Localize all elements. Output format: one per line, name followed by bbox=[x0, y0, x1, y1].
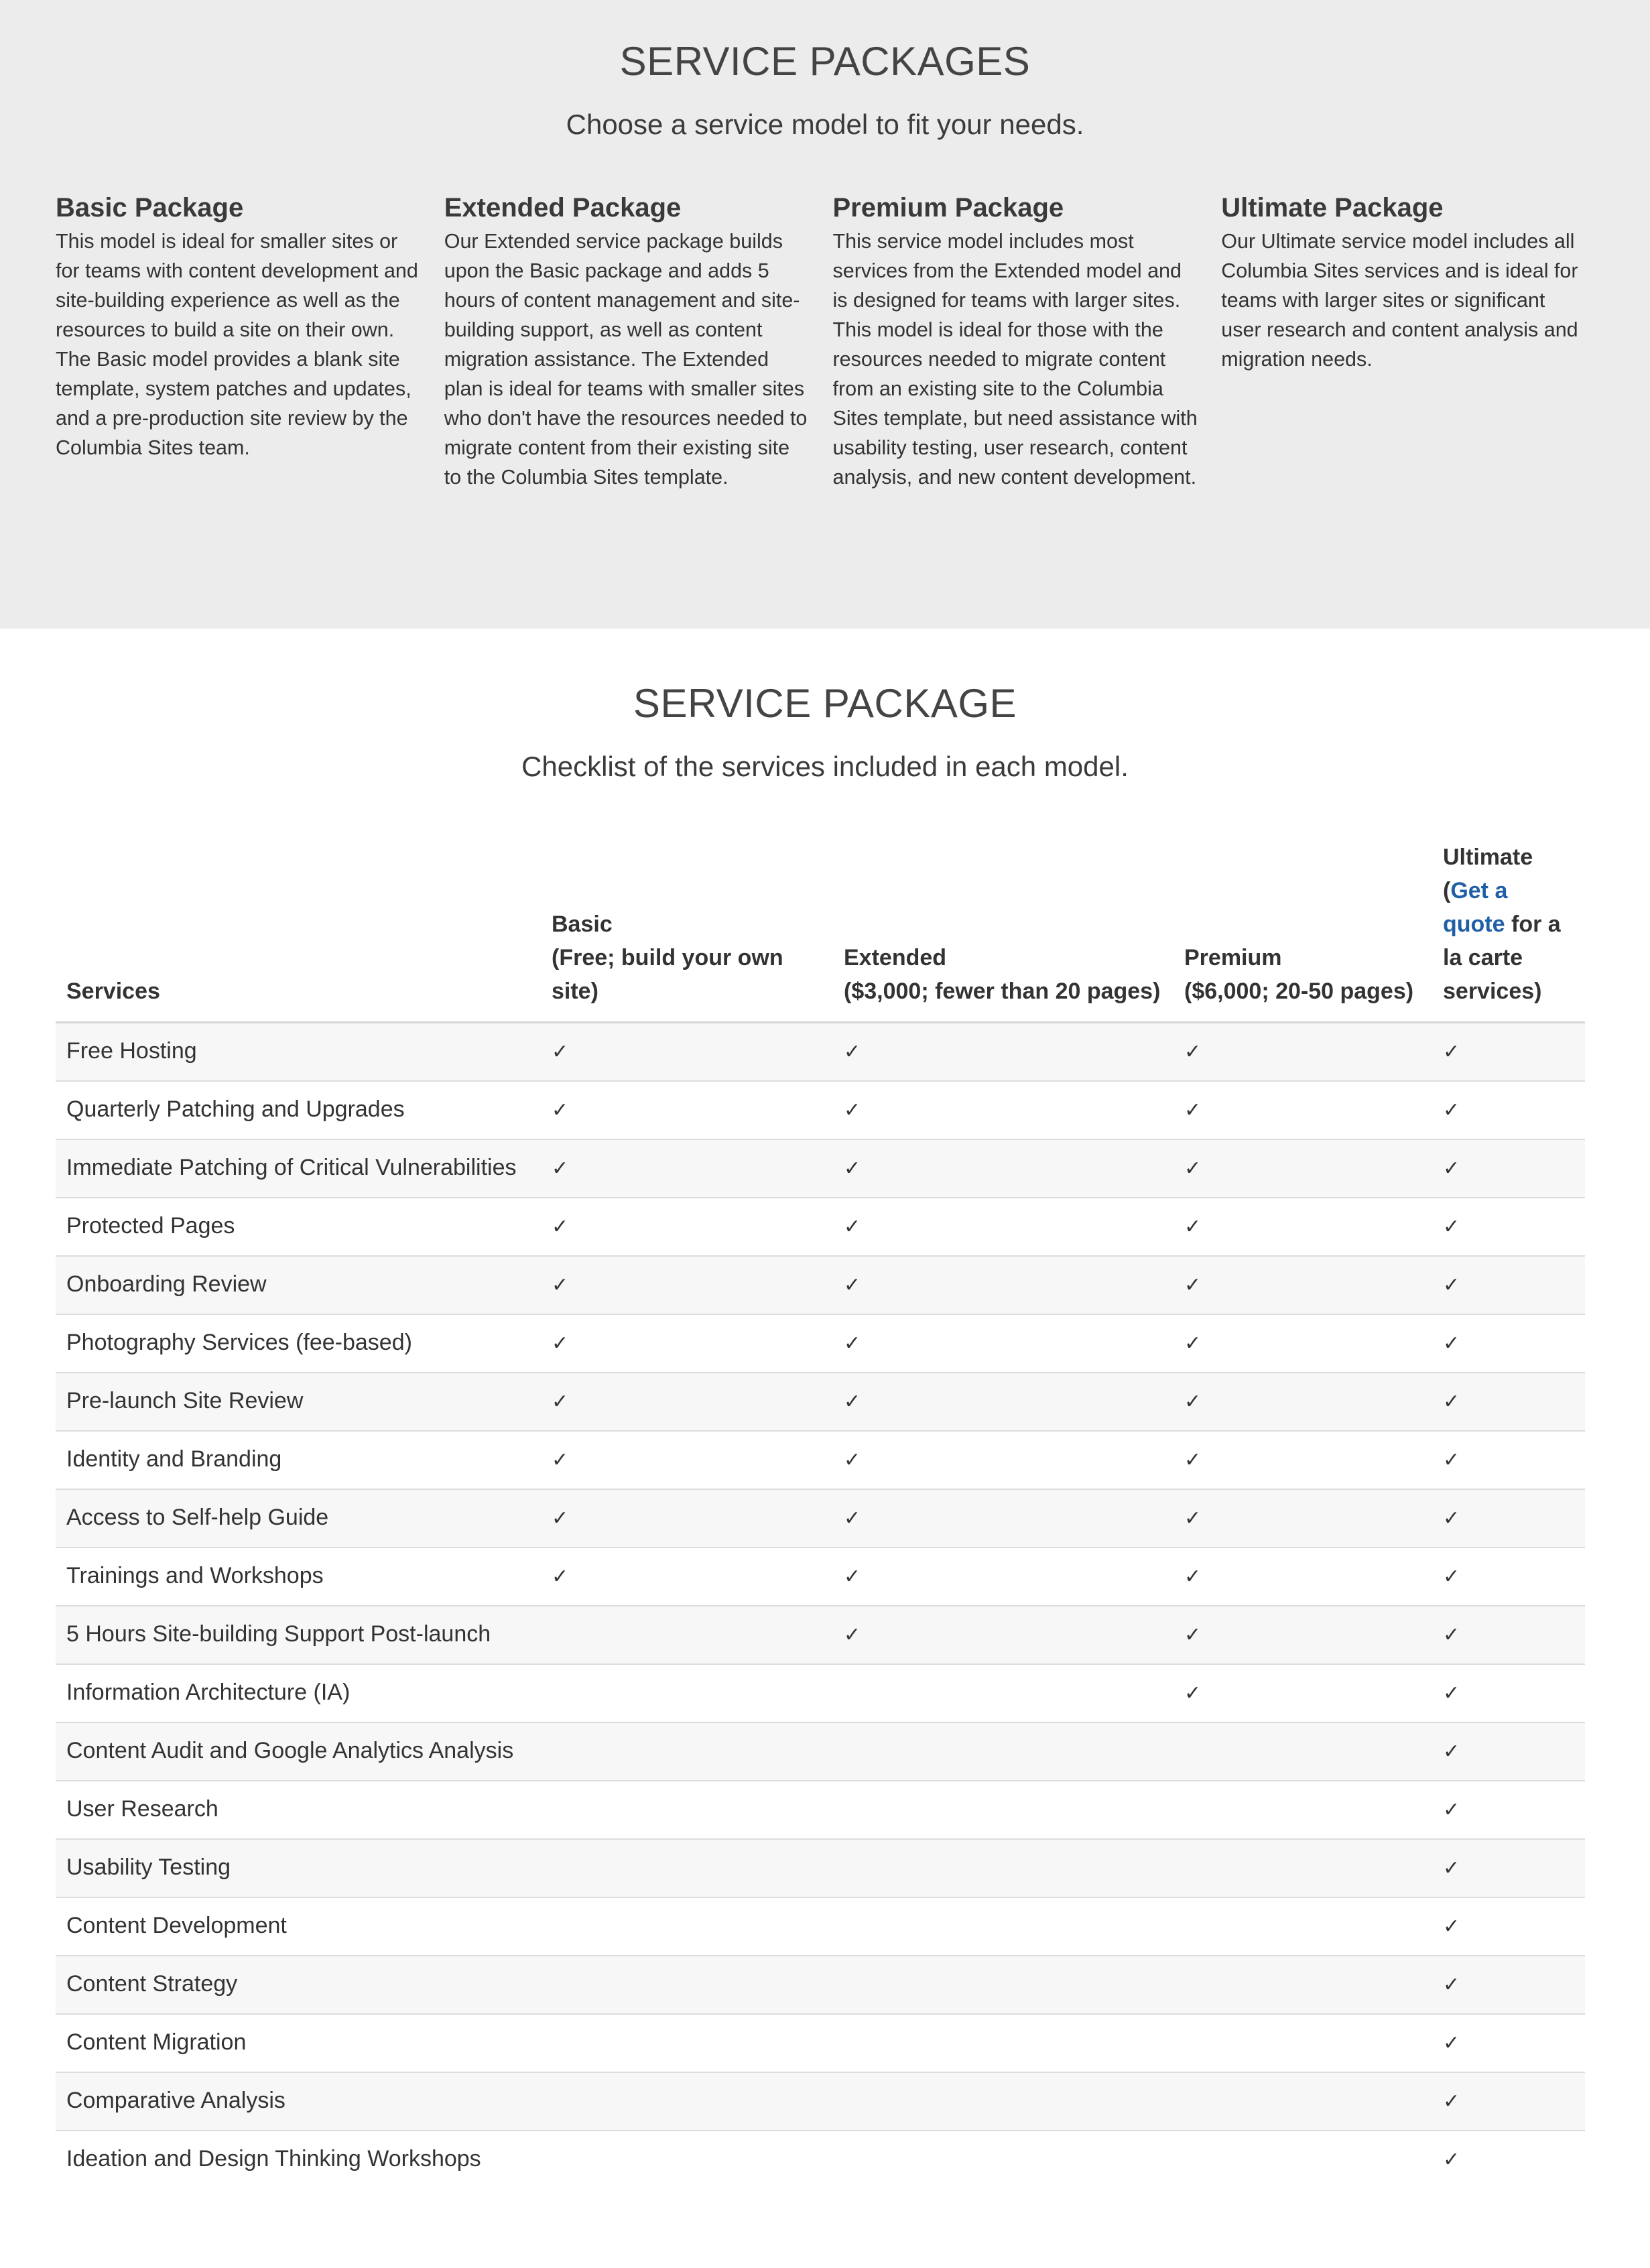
cell-basic bbox=[541, 1606, 833, 1664]
cell-extended bbox=[833, 1897, 1173, 1956]
check-icon: ✓ bbox=[844, 1390, 861, 1413]
header-ultimate-name: Ultimate bbox=[1443, 844, 1533, 870]
cell-ultimate bbox=[1432, 2072, 1585, 2131]
table-header-row bbox=[56, 840, 1585, 1023]
cell-basic bbox=[541, 1489, 833, 1548]
cell-premium bbox=[1173, 1956, 1432, 2014]
service-name-cell: Content Strategy bbox=[56, 1956, 541, 2014]
package-ultimate bbox=[1221, 189, 1610, 492]
check-icon: ✓ bbox=[844, 1332, 861, 1355]
header-services-label: Services bbox=[66, 979, 160, 1004]
cell-extended bbox=[833, 1606, 1173, 1664]
cell-premium bbox=[1173, 1897, 1432, 1956]
packages-section bbox=[0, 0, 1650, 629]
service-name-cell: Information Architecture (IA) bbox=[56, 1664, 541, 1722]
table-body bbox=[56, 1023, 1585, 2189]
cell-ultimate bbox=[1432, 1139, 1585, 1198]
cell-premium bbox=[1173, 2014, 1432, 2072]
cell-basic bbox=[541, 1139, 833, 1198]
cell-basic bbox=[541, 1373, 833, 1431]
check-icon: ✓ bbox=[1443, 1040, 1460, 1064]
get-a-quote-link[interactable]: Get a quote bbox=[1443, 878, 1508, 937]
check-icon: ✓ bbox=[1184, 1098, 1202, 1122]
cell-ultimate bbox=[1432, 1431, 1585, 1489]
cell-ultimate bbox=[1432, 1373, 1585, 1431]
cell-basic bbox=[541, 1839, 833, 1897]
check-icon: ✓ bbox=[1443, 1215, 1460, 1239]
cell-extended bbox=[833, 1139, 1173, 1198]
cell-basic bbox=[541, 1023, 833, 1082]
table-row bbox=[56, 1548, 1585, 1606]
cell-ultimate bbox=[1432, 1956, 1585, 2014]
service-name-cell: Immediate Patching of Critical Vulnerabilities bbox=[56, 1139, 541, 1198]
check-icon: ✓ bbox=[1184, 1507, 1202, 1530]
table-row bbox=[56, 1023, 1585, 1082]
cell-premium bbox=[1173, 1256, 1432, 1314]
table-row bbox=[56, 1489, 1585, 1548]
service-name-cell: User Research bbox=[56, 1781, 541, 1839]
check-icon: ✓ bbox=[1443, 2148, 1460, 2171]
check-icon: ✓ bbox=[844, 1273, 861, 1297]
cell-extended bbox=[833, 1956, 1173, 2014]
cell-extended bbox=[833, 1548, 1173, 1606]
table-row bbox=[56, 1722, 1585, 1781]
check-icon: ✓ bbox=[1443, 1856, 1460, 1880]
service-name-cell: Access to Self-help Guide bbox=[56, 1489, 541, 1548]
table-row bbox=[56, 1956, 1585, 2014]
header-premium-price: ($6,000; 20-50 pages) bbox=[1184, 979, 1414, 1004]
check-icon: ✓ bbox=[1443, 1740, 1460, 1763]
cell-ultimate bbox=[1432, 1781, 1585, 1839]
header-ultimate-tail: for a la carte services) bbox=[1443, 911, 1561, 1004]
service-name-cell: Protected Pages bbox=[56, 1198, 541, 1256]
check-icon: ✓ bbox=[1443, 1332, 1460, 1355]
cell-premium bbox=[1173, 1314, 1432, 1373]
cell-ultimate bbox=[1432, 1722, 1585, 1781]
service-checklist-table bbox=[56, 840, 1585, 2188]
check-icon: ✓ bbox=[552, 1098, 569, 1122]
package-basic bbox=[56, 189, 444, 492]
check-icon: ✓ bbox=[1443, 1273, 1460, 1297]
cell-premium bbox=[1173, 2072, 1432, 2131]
check-icon: ✓ bbox=[1443, 1157, 1460, 1180]
check-icon: ✓ bbox=[1443, 1098, 1460, 1122]
check-icon: ✓ bbox=[1443, 2031, 1460, 2055]
cell-ultimate bbox=[1432, 2131, 1585, 2188]
table-row bbox=[56, 1839, 1585, 1897]
cell-basic bbox=[541, 1664, 833, 1722]
cell-basic bbox=[541, 1548, 833, 1606]
cell-premium bbox=[1173, 1839, 1432, 1897]
cell-premium bbox=[1173, 1431, 1432, 1489]
table-row bbox=[56, 1256, 1585, 1314]
cell-basic bbox=[541, 1198, 833, 1256]
cell-premium bbox=[1173, 1548, 1432, 1606]
package-name: Premium Package bbox=[832, 193, 1064, 223]
checklist-title: SERVICE PACKAGE bbox=[633, 681, 1017, 726]
check-icon: ✓ bbox=[552, 1507, 569, 1530]
cell-basic bbox=[541, 1722, 833, 1781]
cell-basic bbox=[541, 1781, 833, 1839]
checklist-subtitle: Checklist of the services included in each model. bbox=[521, 751, 1129, 782]
check-icon: ✓ bbox=[1443, 1565, 1460, 1588]
cell-ultimate bbox=[1432, 1489, 1585, 1548]
packages-grid bbox=[0, 189, 1650, 492]
cell-basic bbox=[541, 1256, 833, 1314]
check-icon: ✓ bbox=[1184, 1623, 1202, 1647]
check-icon: ✓ bbox=[552, 1215, 569, 1239]
check-icon: ✓ bbox=[844, 1098, 861, 1122]
table-row bbox=[56, 2131, 1585, 2188]
check-icon: ✓ bbox=[1184, 1448, 1202, 1472]
table-row bbox=[56, 2072, 1585, 2131]
service-name-cell: Free Hosting bbox=[56, 1023, 541, 1082]
check-icon: ✓ bbox=[844, 1040, 861, 1064]
check-icon: ✓ bbox=[844, 1565, 861, 1588]
cell-basic bbox=[541, 2131, 833, 2188]
package-extended bbox=[444, 189, 833, 492]
service-name-cell: Content Migration bbox=[56, 2014, 541, 2072]
check-icon: ✓ bbox=[552, 1157, 569, 1180]
header-ultimate bbox=[1432, 840, 1585, 1023]
check-icon: ✓ bbox=[1184, 1565, 1202, 1588]
header-basic-name: Basic bbox=[552, 911, 613, 937]
cell-extended bbox=[833, 2014, 1173, 2072]
cell-premium bbox=[1173, 1781, 1432, 1839]
cell-premium bbox=[1173, 1023, 1432, 1082]
check-icon: ✓ bbox=[844, 1623, 861, 1647]
cell-extended bbox=[833, 2072, 1173, 2131]
package-name: Basic Package bbox=[56, 193, 244, 223]
table-row bbox=[56, 1198, 1585, 1256]
cell-premium bbox=[1173, 2131, 1432, 2188]
cell-premium bbox=[1173, 1139, 1432, 1198]
header-extended-price: ($3,000; fewer than 20 pages) bbox=[844, 979, 1161, 1004]
service-name-cell: Ideation and Design Thinking Workshops bbox=[56, 2131, 541, 2188]
check-icon: ✓ bbox=[552, 1332, 569, 1355]
cell-premium bbox=[1173, 1081, 1432, 1139]
check-icon: ✓ bbox=[552, 1273, 569, 1297]
check-icon: ✓ bbox=[1184, 1157, 1202, 1180]
checklist-section bbox=[0, 629, 1650, 2188]
cell-premium bbox=[1173, 1198, 1432, 1256]
service-name-cell: Content Audit and Google Analytics Analysis bbox=[56, 1722, 541, 1781]
check-icon: ✓ bbox=[552, 1040, 569, 1064]
table-row bbox=[56, 1373, 1585, 1431]
cell-basic bbox=[541, 1081, 833, 1139]
cell-premium bbox=[1173, 1664, 1432, 1722]
check-icon: ✓ bbox=[1184, 1040, 1202, 1064]
cell-extended bbox=[833, 1722, 1173, 1781]
cell-ultimate bbox=[1432, 1023, 1585, 1082]
cell-extended bbox=[833, 1664, 1173, 1722]
table-row bbox=[56, 1664, 1585, 1722]
table-row bbox=[56, 1781, 1585, 1839]
header-basic bbox=[541, 840, 833, 1023]
service-name-cell: Identity and Branding bbox=[56, 1431, 541, 1489]
check-icon: ✓ bbox=[1443, 1973, 1460, 1997]
check-icon: ✓ bbox=[1443, 1682, 1460, 1705]
cell-extended bbox=[833, 1373, 1173, 1431]
cell-extended bbox=[833, 1023, 1173, 1082]
header-premium bbox=[1173, 840, 1432, 1023]
check-icon: ✓ bbox=[552, 1565, 569, 1588]
cell-basic bbox=[541, 1897, 833, 1956]
cell-extended bbox=[833, 1839, 1173, 1897]
service-name-cell: Quarterly Patching and Upgrades bbox=[56, 1081, 541, 1139]
service-name-cell: Photography Services (fee-based) bbox=[56, 1314, 541, 1373]
cell-ultimate bbox=[1432, 2014, 1585, 2072]
check-icon: ✓ bbox=[844, 1215, 861, 1239]
header-basic-price: (Free; build your own site) bbox=[552, 945, 783, 1004]
check-icon: ✓ bbox=[1184, 1332, 1202, 1355]
cell-premium bbox=[1173, 1722, 1432, 1781]
service-name-cell: Onboarding Review bbox=[56, 1256, 541, 1314]
check-icon: ✓ bbox=[1184, 1273, 1202, 1297]
package-name: Ultimate Package bbox=[1221, 193, 1444, 223]
header-extended-name: Extended bbox=[844, 945, 947, 970]
package-description: This service model includes most services from the Extended model and is designed for teams with larger sites. This model is ideal for those with the resources needed to migrate content from an existing site to the Columbia Sites template, but need assistance with usability testing, user research, content analysis, and new content development. bbox=[832, 230, 1198, 489]
check-icon: ✓ bbox=[1443, 1390, 1460, 1413]
cell-extended bbox=[833, 1431, 1173, 1489]
table-row bbox=[56, 1139, 1585, 1198]
table-row bbox=[56, 1606, 1585, 1664]
cell-ultimate bbox=[1432, 1606, 1585, 1664]
cell-ultimate bbox=[1432, 1664, 1585, 1722]
package-premium bbox=[833, 189, 1222, 492]
table-row bbox=[56, 1431, 1585, 1489]
check-icon: ✓ bbox=[1443, 1448, 1460, 1472]
package-description: This model is ideal for smaller sites or for teams with content development and site-building experience as well as the resources to build a site on their own. The Basic model provides a blank site template, system patches and updates, and a pre-production site review by the Columbia Sites team. bbox=[56, 230, 418, 459]
table-row bbox=[56, 1897, 1585, 1956]
packages-subtitle: Choose a service model to fit your needs. bbox=[566, 109, 1084, 140]
cell-extended bbox=[833, 1198, 1173, 1256]
check-icon: ✓ bbox=[1184, 1390, 1202, 1413]
table-row bbox=[56, 1081, 1585, 1139]
check-icon: ✓ bbox=[1443, 1507, 1460, 1530]
cell-ultimate bbox=[1432, 1314, 1585, 1373]
header-premium-name: Premium bbox=[1184, 945, 1282, 970]
cell-extended bbox=[833, 1081, 1173, 1139]
cell-extended bbox=[833, 2131, 1173, 2188]
check-icon: ✓ bbox=[552, 1448, 569, 1472]
cell-basic bbox=[541, 1431, 833, 1489]
cell-basic bbox=[541, 1956, 833, 2014]
cell-extended bbox=[833, 1781, 1173, 1839]
service-name-cell: Usability Testing bbox=[56, 1839, 541, 1897]
cell-extended bbox=[833, 1489, 1173, 1548]
check-icon: ✓ bbox=[844, 1507, 861, 1530]
cell-ultimate bbox=[1432, 1081, 1585, 1139]
service-name-cell: Content Development bbox=[56, 1897, 541, 1956]
header-ultimate-paren: ( bbox=[1443, 878, 1451, 903]
check-icon: ✓ bbox=[1443, 1623, 1460, 1647]
check-icon: ✓ bbox=[1443, 1915, 1460, 1938]
table-row bbox=[56, 1314, 1585, 1373]
cell-extended bbox=[833, 1256, 1173, 1314]
cell-basic bbox=[541, 2014, 833, 2072]
package-description: Our Extended service package builds upon the Basic package and adds 5 hours of content management and site-building support, as well as content migration assistance. The Extended plan is ideal for teams with smaller sites who don't have the resources needed to migrate content from their existing site to the Columbia Sites template. bbox=[444, 230, 808, 489]
check-icon: ✓ bbox=[844, 1448, 861, 1472]
header-extended bbox=[833, 840, 1173, 1023]
cell-basic bbox=[541, 1314, 833, 1373]
cell-premium bbox=[1173, 1373, 1432, 1431]
check-icon: ✓ bbox=[844, 1157, 861, 1180]
cell-ultimate bbox=[1432, 1839, 1585, 1897]
check-icon: ✓ bbox=[1184, 1682, 1202, 1705]
cell-ultimate bbox=[1432, 1256, 1585, 1314]
cell-premium bbox=[1173, 1489, 1432, 1548]
service-name-cell: 5 Hours Site-building Support Post-launch bbox=[56, 1606, 541, 1664]
service-name-cell: Pre-launch Site Review bbox=[56, 1373, 541, 1431]
check-icon: ✓ bbox=[1443, 1798, 1460, 1822]
check-icon: ✓ bbox=[1443, 2090, 1460, 2113]
service-name-cell: Comparative Analysis bbox=[56, 2072, 541, 2131]
cell-extended bbox=[833, 1314, 1173, 1373]
package-description: Our Ultimate service model includes all Columbia Sites services and is ideal for teams with larger sites or significant user research and content analysis and migration needs. bbox=[1221, 230, 1578, 371]
cell-ultimate bbox=[1432, 1548, 1585, 1606]
table-row bbox=[56, 2014, 1585, 2072]
cell-ultimate bbox=[1432, 1198, 1585, 1256]
header-services bbox=[56, 840, 541, 1023]
cell-premium bbox=[1173, 1606, 1432, 1664]
cell-ultimate bbox=[1432, 1897, 1585, 1956]
packages-title: SERVICE PACKAGES bbox=[619, 39, 1031, 84]
check-icon: ✓ bbox=[1184, 1215, 1202, 1239]
package-name: Extended Package bbox=[444, 193, 682, 223]
service-name-cell: Trainings and Workshops bbox=[56, 1548, 541, 1606]
check-icon: ✓ bbox=[552, 1390, 569, 1413]
cell-basic bbox=[541, 2072, 833, 2131]
